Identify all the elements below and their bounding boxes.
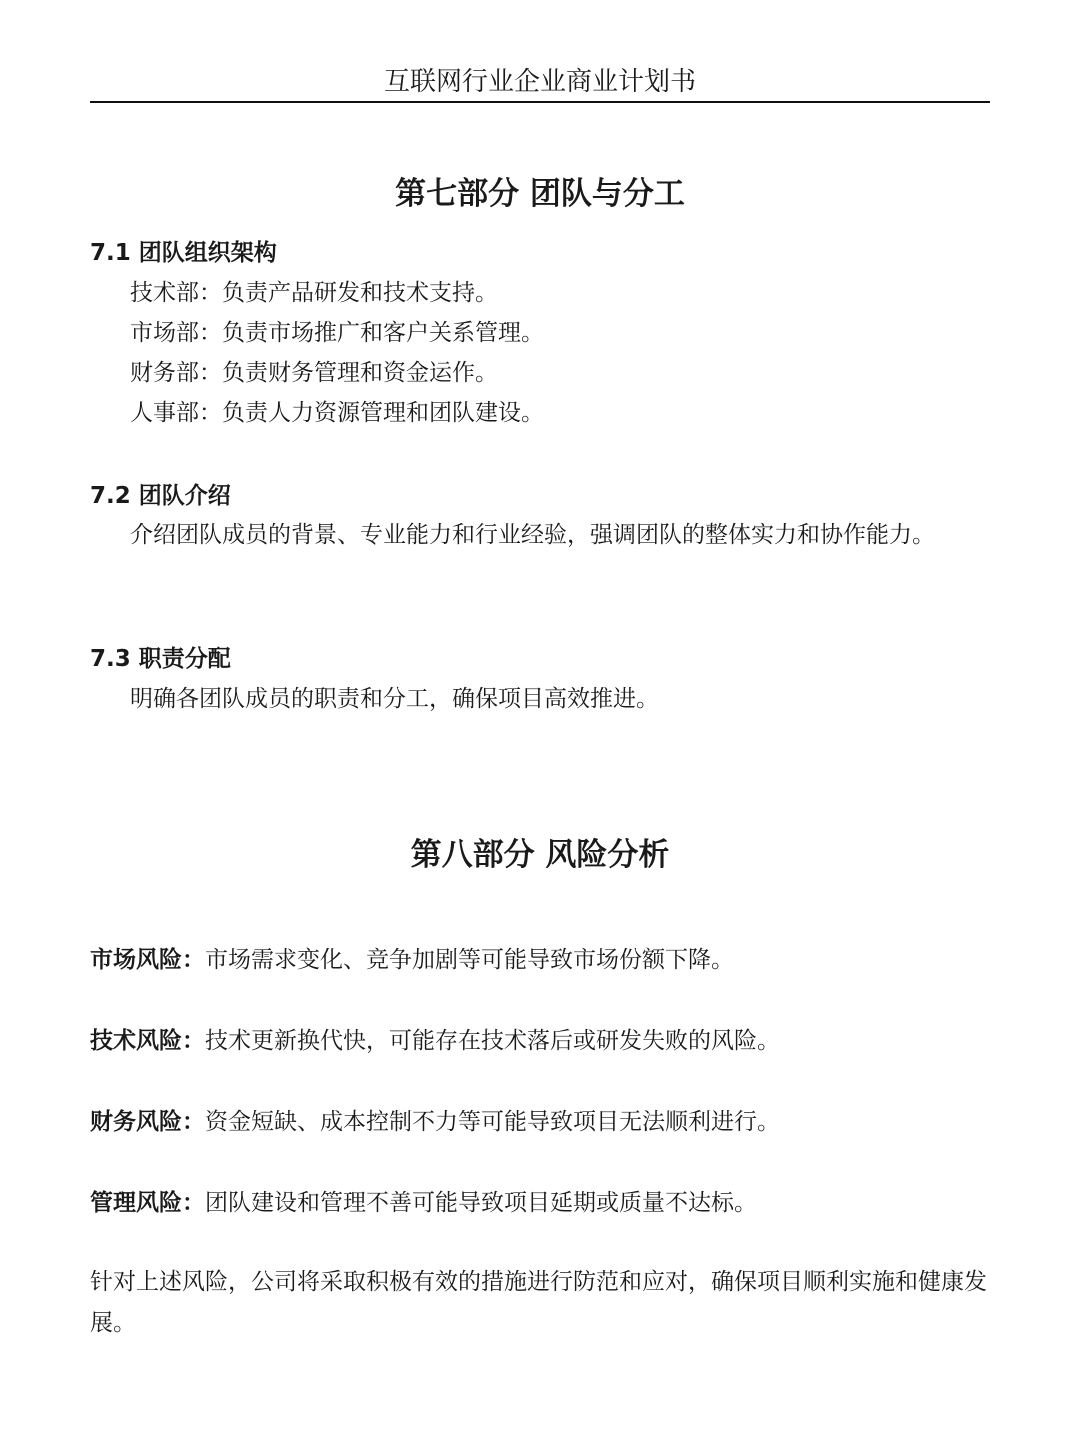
risk-tech — [90, 1024, 780, 1058]
risk-management-text: 团队建设和管理不善可能导致项目延期或质量不达标。 — [205, 1190, 757, 1216]
risk-finance — [90, 1105, 780, 1139]
risk-tech-text: 技术更新换代快，可能存在技术落后或研发失败的风险。 — [205, 1028, 780, 1054]
org-item-finance: 财务部：负责财务管理和资金运作。 — [130, 360, 498, 386]
document-header-title: 互联网行业企业商业计划书 — [383, 67, 696, 97]
risk-finance-label: 财务风险： — [90, 1109, 205, 1135]
risk-finance-text: 资金短缺、成本控制不力等可能导致项目无法顺利进行。 — [205, 1109, 780, 1135]
risk-management — [90, 1186, 757, 1220]
risk-market-text: 市场需求变化、竞争加剧等可能导致市场份额下降。 — [205, 947, 734, 973]
section-7-2-text: 介绍团队成员的背景、专业能力和行业经验，强调团队的整体实力和协作能力。 — [130, 522, 935, 548]
header-divider — [90, 101, 990, 103]
risk-market-label: 市场风险： — [90, 947, 205, 973]
risk-management-label: 管理风险： — [90, 1190, 205, 1216]
section-7-2-heading: 7.2 团队介绍 — [90, 483, 231, 509]
org-item-marketing: 市场部：负责市场推广和客户关系管理。 — [130, 320, 544, 346]
section-7-1-heading: 7.1 团队组织架构 — [90, 240, 277, 266]
risk-tech-label: 技术风险： — [90, 1028, 205, 1054]
risk-market — [90, 943, 734, 977]
risk-conclusion: 针对上述风险，公司将采取积极有效的措施进行防范和应对，确保项目顺利实施和健康发展。 — [90, 1269, 987, 1336]
org-item-hr: 人事部：负责人力资源管理和团队建设。 — [130, 400, 544, 426]
section-7-3-text: 明确各团队成员的职责和分工，确保项目高效推进。 — [130, 686, 659, 712]
part8-title: 第八部分 风险分析 — [410, 837, 670, 873]
section-7-3-heading: 7.3 职责分配 — [90, 646, 231, 672]
part7-title: 第七部分 团队与分工 — [395, 176, 685, 212]
org-item-tech: 技术部：负责产品研发和技术支持。 — [130, 280, 498, 306]
